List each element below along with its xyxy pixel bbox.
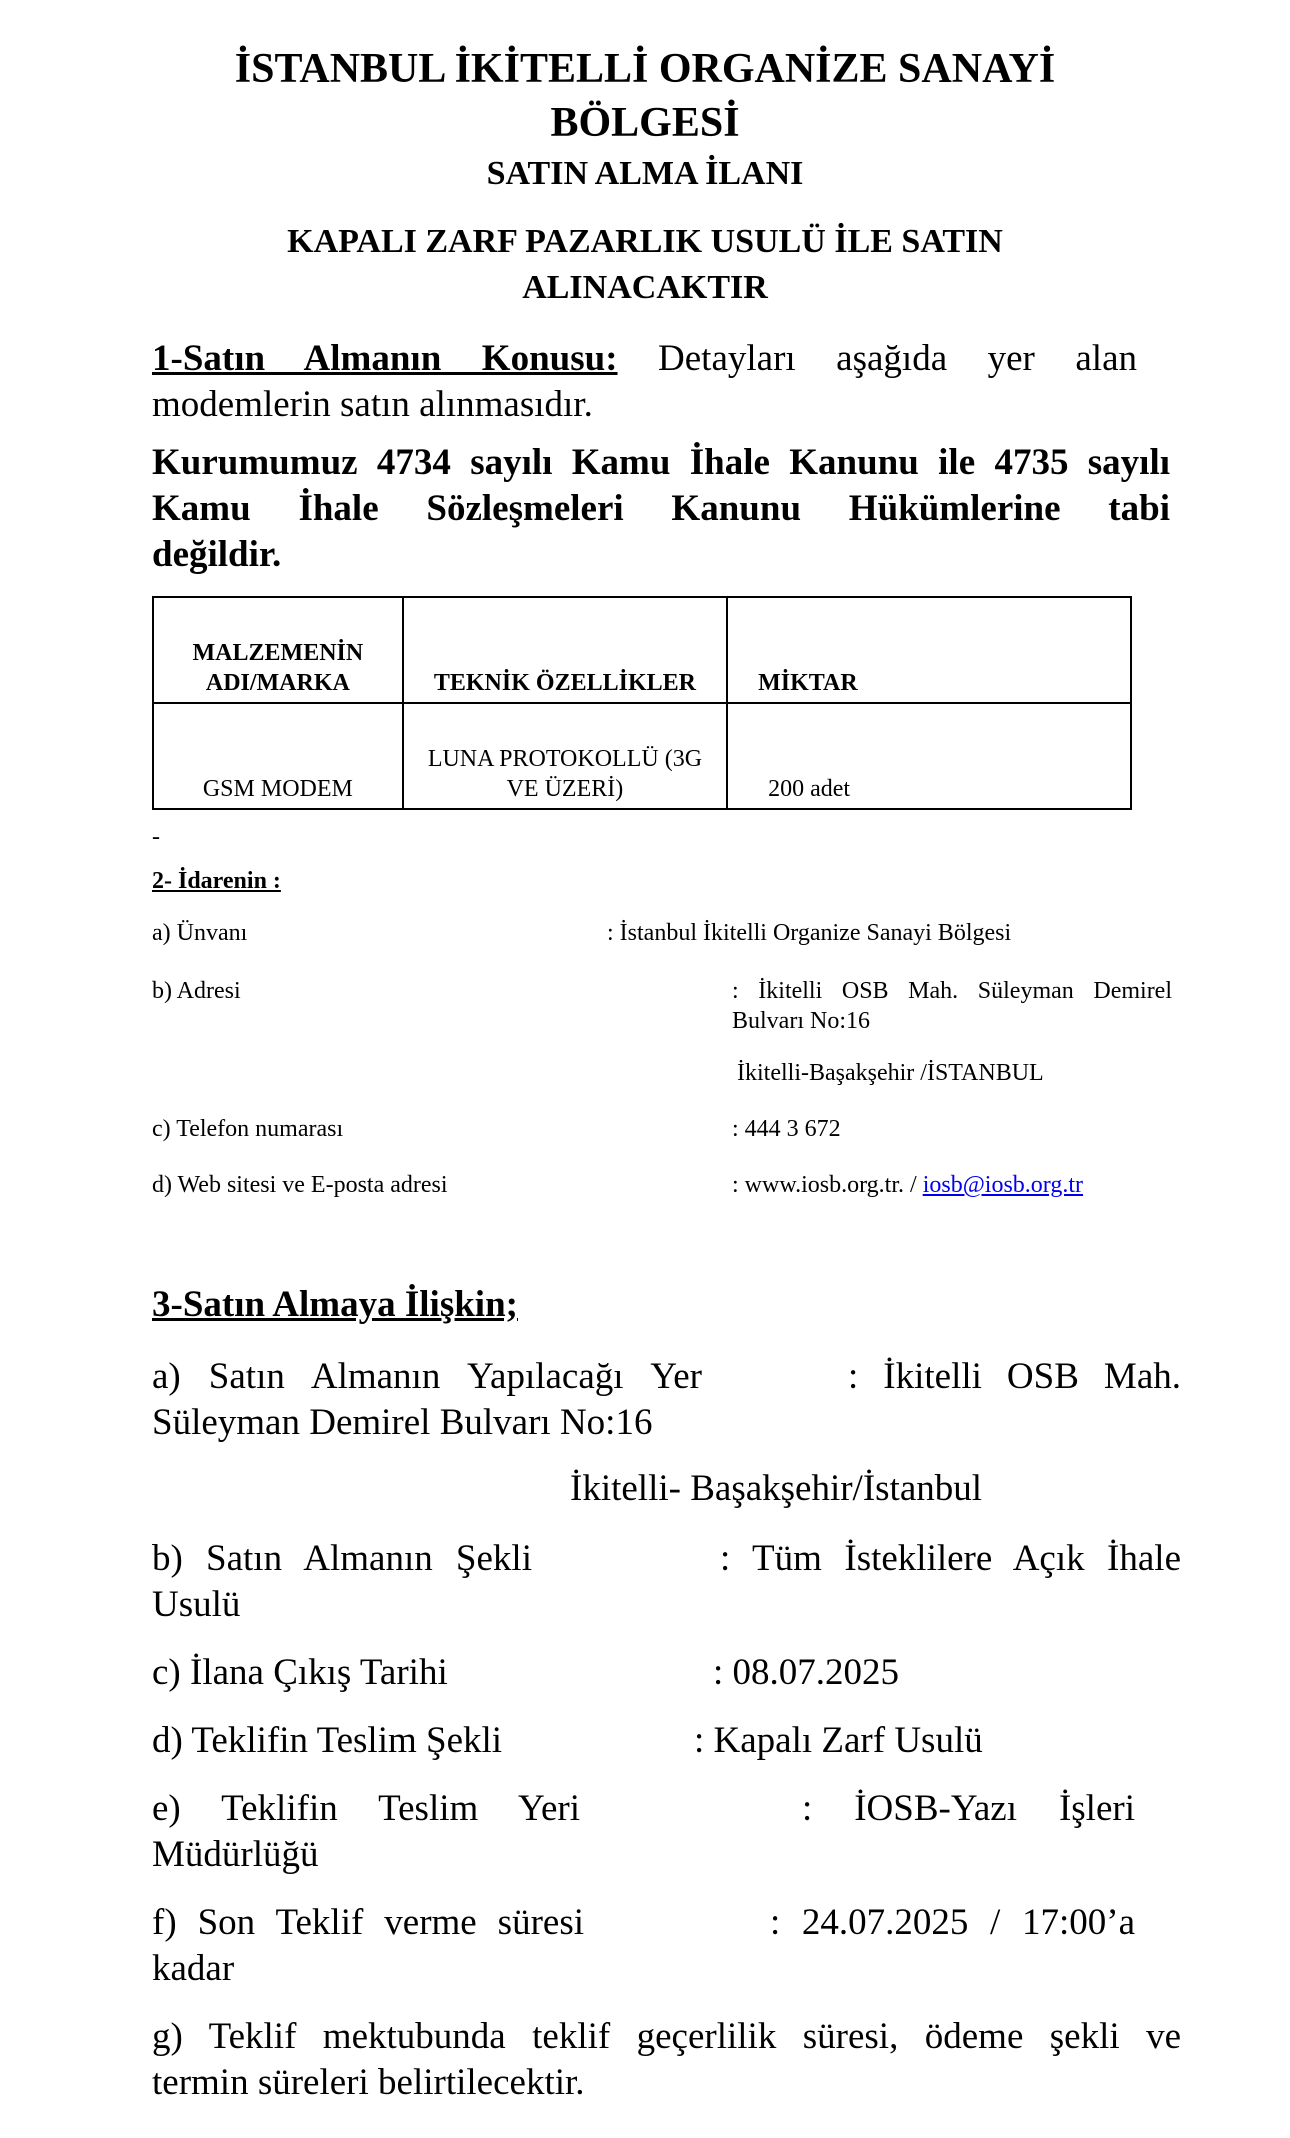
cell-material-name: GSM MODEM — [153, 703, 403, 809]
s3-e-line2: Müdürlüğü — [152, 1834, 319, 1875]
subtitle: SATIN ALMA İLANI — [486, 155, 804, 192]
s3-g-line1: g) Teklif mektubunda teklif geçerlilik süresi, ödeme şekli ve — [152, 2016, 1181, 2057]
adres-value-line1: : İkitelli OSB Mah. Süleyman Demirel — [732, 978, 1172, 1004]
header-quantity: MİKTAR — [727, 597, 1131, 703]
web-url: : www.iosb.org.tr. / — [732, 1172, 923, 1198]
adres-value — [732, 976, 1172, 1006]
table-row — [153, 703, 1131, 809]
table-header-row — [153, 597, 1131, 703]
s3-a-line3: İkitelli- Başakşehir/İstanbul — [570, 1468, 983, 1509]
dash-separator: - — [152, 824, 160, 850]
section1-text-line2: modemlerin satın alınmasıdır. — [152, 384, 593, 425]
s3-b-label: b) Satın Almanın Şekli — [152, 1538, 532, 1579]
header-material-name: MALZEMENİN ADI/MARKA — [153, 597, 403, 703]
unvan-label: a) Ünvanı — [152, 920, 248, 946]
s3-d-value: : Kapalı Zarf Usulü — [694, 1720, 983, 1761]
s3-f-label: f) Son Teklif verme süresi — [152, 1902, 584, 1943]
section2-label: 2- İdarenin : — [152, 868, 281, 894]
cell-specs: LUNA PROTOKOLLÜ (3G VE ÜZERİ) — [403, 703, 727, 809]
s3-c-value: : 08.07.2025 — [713, 1652, 900, 1693]
s3-e-label: e) Teklifin Teslim Yeri — [152, 1788, 580, 1829]
telefon-value: : 444 3 672 — [732, 1116, 841, 1142]
telefon-label: c) Telefon numarası — [152, 1116, 344, 1142]
s3-b-line2: Usulü — [152, 1584, 241, 1625]
s3-b-value: : Tüm İsteklilere Açık İhale — [720, 1538, 1181, 1579]
material-table — [152, 596, 1132, 810]
method-line-1: KAPALI ZARF PAZARLIK USULÜ İLE SATIN — [287, 223, 1003, 260]
s3-g — [152, 2014, 1181, 2060]
section1-subject — [152, 336, 1137, 382]
cell-quantity: 200 adet — [727, 703, 1131, 809]
s3-c-label: c) İlana Çıkış Tarihi — [152, 1652, 448, 1693]
web-value — [732, 1170, 1083, 1200]
web-label: d) Web sitesi ve E-posta adresi — [152, 1172, 448, 1198]
adres-value-line3: İkitelli-Başakşehir /İSTANBUL — [737, 1060, 1044, 1086]
s3-a-label: a) Satın Almanın Yapılacağı Yer — [152, 1356, 702, 1397]
header-specs: TEKNİK ÖZELLİKLER — [403, 597, 727, 703]
notice-line-2: Kamu İhale Sözleşmeleri Kanunu Hükümlerine tabi — [152, 488, 1170, 529]
notice-line-1: Kurumumuz 4734 sayılı Kamu İhale Kanunu ile 4735 sayılı — [152, 442, 1170, 483]
unvan-value: : İstanbul İkitelli Organize Sanayi Bölgesi — [607, 920, 1012, 946]
title-line-2: BÖLGESİ — [550, 100, 740, 146]
s3-a-line2: Süleyman Demirel Bulvarı No:16 — [152, 1402, 653, 1443]
section1-text-line1: Detayları aşağıda yer alan — [617, 338, 1137, 379]
s3-f-line2: kadar — [152, 1948, 235, 1989]
section3-label: 3-Satın Almaya İlişkin; — [152, 1284, 518, 1325]
section1-notice — [152, 440, 1170, 532]
s3-e-value: : İOSB-Yazı İşleri — [802, 1788, 1135, 1829]
adres-value-line2: Bulvarı No:16 — [732, 1008, 870, 1034]
notice-line-3: değildir. — [152, 534, 282, 575]
section1-label: 1-Satın Almanın Konusu: — [152, 338, 618, 379]
s3-f-value: : 24.07.2025 / 17:00’a — [770, 1902, 1135, 1943]
email-link[interactable]: iosb@iosb.org.tr — [922, 1172, 1084, 1198]
s3-g-line2: termin süreleri belirtilecektir. — [152, 2062, 585, 2103]
adres-label: b) Adresi — [152, 978, 241, 1004]
title-line-1: İSTANBUL İKİTELLİ ORGANİZE SANAYİ — [234, 46, 1056, 92]
s3-a-value: : İkitelli OSB Mah. — [848, 1356, 1181, 1397]
method-line-2: ALINACAKTIR — [522, 269, 768, 306]
s3-d-label: d) Teklifin Teslim Şekli — [152, 1720, 503, 1761]
